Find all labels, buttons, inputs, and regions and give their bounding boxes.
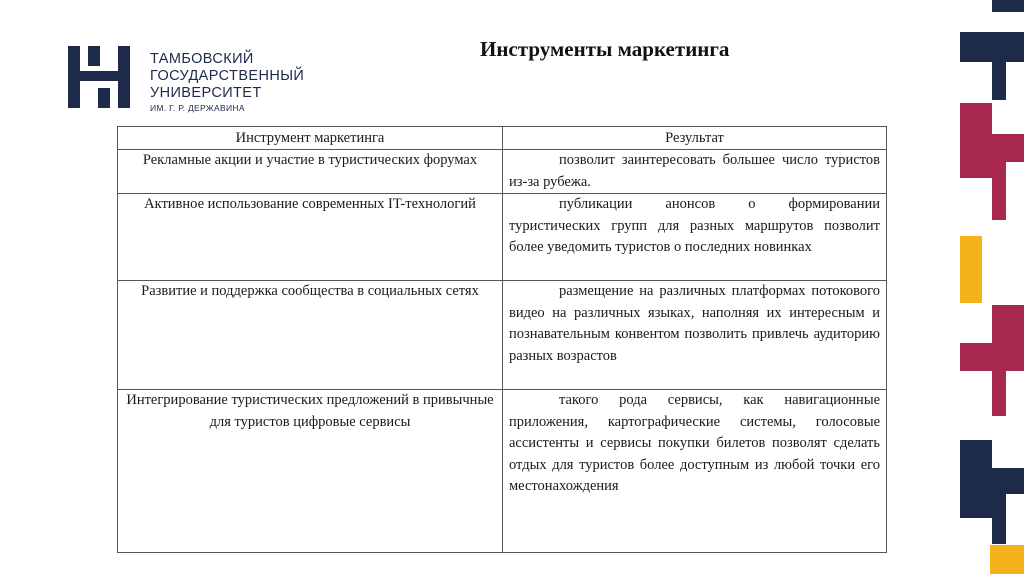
tool-cell: Активное использование современных IT-технологий xyxy=(118,194,503,281)
result-text: позволит заинтересовать большее число туристов из-за рубежа. xyxy=(509,152,880,190)
result-text: размещение на различных платформах потокового видео на различных языках, наполняя их интересным и познавательным конвентом позволить привлечь аудиторию разных возрастов xyxy=(509,283,880,364)
result-text: такого рода сервисы, как навигационные приложения, картографические системы, голосовые ассистенты и сервисы покупки билетов позволят сделать отдых для туристов более доступным из любой точки его местонахождения xyxy=(509,392,880,494)
table-row xyxy=(118,194,887,281)
marketing-tools-table xyxy=(117,126,887,553)
table-row xyxy=(118,390,887,553)
result-cell xyxy=(503,150,887,194)
result-text: публикации анонсов о формировании туристических групп для разных маршрутов позволит более уведомить туристов о последних новинках xyxy=(509,196,880,255)
table-row xyxy=(118,281,887,390)
university-logo-icon xyxy=(68,46,130,108)
university-line-1: ТАМБОВСКИЙ xyxy=(150,51,254,67)
column-header-result: Результат xyxy=(503,127,887,150)
result-cell xyxy=(503,390,887,553)
university-line-3: УНИВЕРСИТЕТ xyxy=(150,85,262,101)
slide-title: Инструменты маркетинга xyxy=(480,37,730,61)
result-cell xyxy=(503,281,887,390)
tool-cell: Рекламные акции и участие в туристических форумах xyxy=(118,150,503,194)
tool-cell: Интегрирование туристических предложений в привычные для туристов цифровые сервисы xyxy=(118,390,503,553)
university-name xyxy=(150,51,304,114)
result-cell xyxy=(503,194,887,281)
column-header-tool: Инструмент маркетинга xyxy=(118,127,503,150)
university-subline: ИМ. Г. Р. ДЕРЖАВИНА xyxy=(150,103,245,113)
tool-cell: Развитие и поддержка сообщества в социальных сетях xyxy=(118,281,503,390)
table-row xyxy=(118,150,887,194)
table-header-row xyxy=(118,127,887,150)
decorative-pattern-icon xyxy=(940,0,1024,574)
university-line-2: ГОСУДАРСТВЕННЫЙ xyxy=(150,68,305,84)
